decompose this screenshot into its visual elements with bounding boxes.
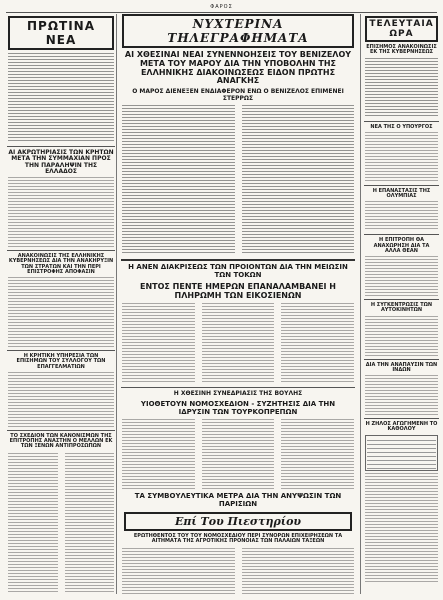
- newspaper-page: [6, 4, 437, 594]
- middle-article-2c-text: [281, 303, 354, 383]
- right-column: [360, 14, 440, 594]
- middle-subhead-2: Ο ΜΑΡΟΣ ΔΙΕΝΕΞΕΝ ΕΝΔΙΑΦΕΡΟΝ ΕΝΩ Ο ΒΕΝΙΖΕΛΟΣ ΕΠΙΜΕΝΕΙ ΣΤΕΡΡΩΣ: [132, 88, 344, 102]
- divider: [7, 350, 115, 351]
- middle-subhead-1: ΑΙ ΧΘΕΣΙΝΑΙ ΝΕΑΙ ΣΥΝΕΝΝΟΗΣΕΙΣ ΤΟΥ ΒΕΝΙΖΕΛΟΥ ΜΕΤΑ ΤΟΥ ΜΑΡΟΥ ΔΙΑ ΤΗΝ ΥΠΟΒΟΛΗΝ ΤΗΣ ΕΛΛΗΝΙΚΗΣ ΔΙΑΚΟΙΝΩΣΕΩΣ ΕΙΔΟΝ ΠΡΩΤΗΣ ΑΝΑΓΚΗΣ: [124, 50, 352, 86]
- left-headline-4: ΤΟ ΣΧΕΔΙΟΝ ΤΩΝ ΚΑΝΟΝΙΣΜΩΝ ΤΗΣ ΕΠΙΤΡΟΠΗΣ ΑΝΑΣΤΗΝ Ο ΜΕΛΛΩΝ ΕΚ ΤΩΝ ΞΕΝΩΝ ΑΝΤΙΠΡΟΣΩΠΩΝ: [9, 432, 113, 450]
- right-section-title: ΤΕΛΕΥΤΑΙΑ ΩΡΑ: [365, 16, 438, 42]
- right-article-2-text: [365, 132, 438, 182]
- right-article-3-text: [365, 201, 438, 231]
- divider: [364, 299, 439, 300]
- divider: [7, 146, 115, 147]
- right-article-7-text: [365, 473, 438, 583]
- right-headline-2: ΝΕΑ ΤΗΣ Ο ΥΠΟΥΡΓΟΣ: [370, 123, 433, 130]
- right-article-6-text: [365, 375, 438, 415]
- middle-article-2a-text: [122, 303, 195, 383]
- middle-box-title: Επί Του Πιεστηρίου: [124, 512, 352, 531]
- left-article-1-text: [8, 53, 114, 143]
- divider: [364, 121, 439, 122]
- middle-article-3a-text: [122, 419, 195, 489]
- divider: [7, 250, 115, 251]
- left-bottom-columns: [6, 452, 116, 594]
- left-article-4-text: [8, 372, 114, 427]
- middle-subhead-6: ΥΙΟΘΕΤΟΥΝ ΝΟΜΟΣΧΕΔΙΟΝ - ΣΥΖΗΤΗΣΙΣ ΔΙΑ ΤΗΝ ΙΔΡΥΣΙΝ ΤΩΝ ΤΟΥΡΚΟΠΡΕΠΩΝ: [140, 399, 336, 416]
- middle-subhead-4: ΕΝΤΟΣ ΠΕΝΤΕ ΗΜΕΡΩΝ ΕΠΑΝΑΛΑΜΒΑΝΕΙ Η ΠΛΗΡΩΜΗ ΤΩΝ ΕΙΚΟΣΙΕΝΩΝ: [140, 281, 336, 300]
- middle-article-3c-text: [281, 419, 354, 489]
- divider: [7, 430, 115, 431]
- right-article-1-text: [365, 58, 438, 118]
- middle-column: [120, 14, 356, 594]
- left-headline-3: Η ΚΡΗΤΙΚΗ ΥΠΗΡΕΣΙΑ ΤΩΝ ΕΠΙΣΗΜΩΝ ΤΟΥ ΣΥΛΛΟΓΟΥ ΤΩΝ ΕΠΑΓΓΕΛΜΑΤΙΩΝ: [16, 353, 106, 370]
- masthead: ΦΑΡΟΣ: [6, 4, 437, 13]
- middle-article-1a-text: [122, 105, 235, 255]
- middle-center-columns: [120, 302, 356, 384]
- divider: [364, 359, 439, 360]
- left-article-2-text: [8, 177, 114, 247]
- right-article-4-text: [365, 256, 438, 296]
- right-headline-7: Η ΖΗΛΟΣ ΑΓΩΓΗΜΕΝΗ ΤΟ ΚΑΘΟΛΟΥ: [365, 421, 438, 433]
- middle-article-4a-text: [122, 548, 235, 594]
- middle-subhead-5: Η ΧΘΕΣΙΝΗ ΣΥΝΕΔΡΙΑΣΙΣ ΤΗΣ ΒΟΥΛΗΣ: [173, 390, 303, 398]
- middle-subhead-8: ΕΡΩΤΗΘΕΝΤΟΣ ΤΟΥ ΤΟΥ ΝΟΜΟΣΧΕΔΙΟΥ ΠΕΡΙ ΣΥΝΟΡΩΝ ΕΠΙΧΕΙΡΗΣΕΩΝ ΤΑ ΑΙΤΗΜΑΤΑ ΤΗΣ ΑΓΡΟΤΙΚΗΣ ΠΡΟΝΟΙΑΣ ΤΩΝ ΠΑΛΑΙΩΝ ΤΑΞΕΩΝ: [133, 532, 343, 545]
- left-article-5b-text: [65, 453, 115, 594]
- left-article-5a-text: [8, 453, 58, 594]
- middle-bottom-columns: [120, 547, 356, 594]
- middle-article-3b-text: [202, 419, 275, 489]
- right-article-5-text: [365, 316, 438, 356]
- middle-subhead-7: ΤΑ ΣΥΜΒΟΥΛΕΥΤΙΚΑ ΜΕΤΡΑ ΔΙΑ ΤΗΝ ΑΝΥΨΩΣΙΝ ΤΩΝ ΠΑΡΙΣΙΩΝ: [134, 492, 342, 508]
- middle-article-1b-text: [242, 105, 355, 255]
- left-column: [6, 14, 117, 594]
- right-headline-1: ΕΠΙΣΗΜΟΣ ΑΝΑΚΟΙΝΩΣΙΣ ΕΚ ΤΗΣ ΚΥΒΕΡΝΗΣΕΩΣ: [366, 44, 437, 56]
- divider: [121, 259, 355, 261]
- left-section-title: ΠΡΩΤΙΝΑ ΝΕΑ: [8, 16, 114, 50]
- middle-top-columns: [120, 104, 356, 256]
- left-headline-2: ΑΝΑΚΟΙΝΩΣΙΣ ΤΗΣ ΕΛΛΗΝΙΚΗΣ ΚΥΒΕΡΝΗΣΕΩΣ ΔΙΑ ΤΗΝ ΑΝΑΚΗΡΥΞΙΝ ΤΩΝ ΣΤΡΑΤΩΝ ΚΑΙ ΤΗΝ ΠΕΡΙ ΕΠΙΣΤΡΟΦΗΣ ΑΠΟΦΑΣΙΝ: [8, 253, 114, 275]
- right-headline-6: ΔΙΑ ΤΗΝ ΑΝΑΠΑΥΣΙΝ ΤΩΝ ΙΝΔΩΝ: [365, 361, 438, 373]
- middle-section-title: ΝΥΧΤΕΡΙΝΑ ΤΗΛΕΓΡΑΦΗΜΑΤΑ: [122, 14, 354, 48]
- right-headline-3: Η ΕΠΑΝΑΣΤΑΣΙΣ ΤΗΣ ΟΛΥΜΠΙΑΣ: [372, 187, 431, 199]
- left-headline-1: ΑΙ ΑΚΡΩΤΗΡΙΑΣΙΣ ΤΩΝ ΚΡΗΤΩΝ ΜΕΤΑ ΤΗΝ ΣΥΜΜΑΧΙΑΝ ΠΡΟΣ ΤΗΝ ΠΑΡΑΛΗΨΙΝ ΤΗΣ ΕΛΛΑΔΟΣ: [8, 149, 114, 175]
- divider: [364, 234, 439, 235]
- right-headline-4: Η ΕΠΙΤΡΟΠΗ ΘΑ ΑΝΑΧΩΡΗΣΗ ΔΙΑ ΤΑ ΑΛΛΑ ΘΕΑΝ: [373, 237, 430, 254]
- middle-lower-columns: [120, 418, 356, 490]
- middle-article-4b-text: [242, 548, 355, 594]
- divider: [121, 387, 355, 388]
- right-headline-5: Η ΣΥΓΚΕΝΤΡΩΣΙΣ ΤΩΝ ΑΥΤΟΚΙΝΗΤΩΝ: [370, 302, 433, 314]
- left-article-3-text: [8, 277, 114, 347]
- divider: [364, 185, 439, 186]
- divider: [364, 418, 439, 419]
- middle-subhead-3: Η ΑΝΕΝ ΔΙΑΚΡΙΣΕΩΣ ΤΩΝ ΠΡΟΙΟΝΤΩΝ ΔΙΑ ΤΗΝ ΜΕΙΩΣΙΝ ΤΩΝ ΤΟΚΩΝ: [128, 263, 348, 280]
- middle-article-2b-text: [202, 303, 275, 383]
- right-data-table: [365, 435, 438, 471]
